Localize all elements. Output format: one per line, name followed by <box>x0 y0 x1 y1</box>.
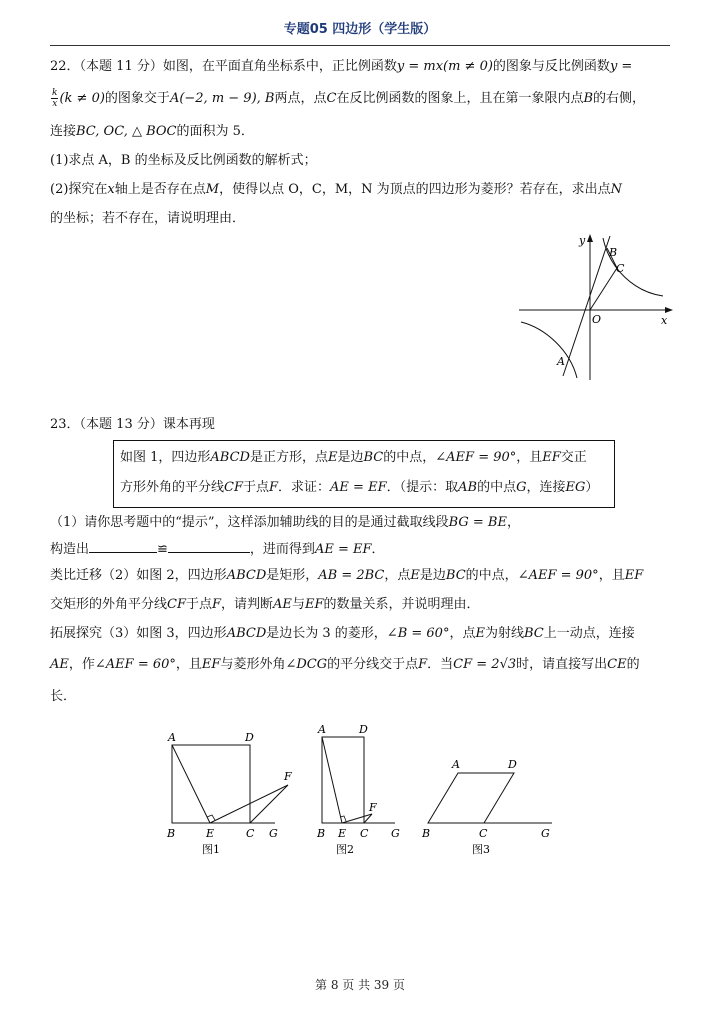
q23-math: ABCD <box>226 568 267 583</box>
fig1-segment-ef <box>210 785 288 823</box>
q23-text: 是边长为 3 的菱形， <box>266 626 387 641</box>
fig1-square <box>172 745 250 823</box>
fig2-label-d: D <box>359 723 368 736</box>
q22-part-1: (1)求点 A，B 的坐标及反比例函数的解析式； <box>50 153 317 168</box>
q22-math: B <box>583 91 594 106</box>
page-footer: 第 8 页 共 39 页 <box>315 978 405 992</box>
q23-text: ，进而得到 <box>249 542 315 557</box>
fig2-label-b: B <box>317 827 326 840</box>
q22-math: N <box>610 182 623 197</box>
q22-part-2 <box>50 181 670 199</box>
fig2-label-e: E <box>338 827 347 840</box>
q22-math: (k ≠ 0) <box>59 91 105 106</box>
q23-math: ∠AEF = 60° <box>94 657 176 672</box>
q23-math: E <box>475 626 485 641</box>
q23-sub-2 <box>50 567 670 585</box>
q23-math: EF <box>304 597 324 612</box>
q22-text: (2)探究在 <box>50 182 108 197</box>
answer-blank-1[interactable] <box>89 540 157 553</box>
box-math: CF <box>224 480 243 495</box>
box-text: ，且 <box>516 450 543 465</box>
q22-text: 的图象交于 <box>104 91 170 106</box>
box-text: ．求证： <box>278 480 331 495</box>
fig1-segment-ae <box>172 745 210 823</box>
q23-math: EF <box>624 568 644 583</box>
box-text: 的中点 <box>477 480 517 495</box>
box-math: EG <box>565 480 586 495</box>
q23-text: 的 <box>626 657 640 672</box>
frac-numerator: k <box>52 88 58 98</box>
q23-math: ∠AEF = 90° <box>517 568 599 583</box>
label-o: O <box>592 313 602 326</box>
q22-math: x <box>107 182 115 197</box>
q23-math: CF = 2√3 <box>453 657 517 672</box>
box-math: G <box>516 480 527 495</box>
q22-math: C <box>326 91 337 106</box>
q22-line-3 <box>50 123 670 141</box>
q23-text: ．当 <box>427 657 454 672</box>
fig2-label-c: C <box>360 827 369 840</box>
q23-text: 的平分线交于点 <box>327 657 419 672</box>
q22-text: 在反比例函数的图象上，且在第一象限内点 <box>336 91 584 106</box>
q23-text: 与菱形外角 <box>220 657 286 672</box>
fig2-label-g: G <box>391 827 400 840</box>
q23-title: 23．（本题 13 分）课本再现 <box>50 417 215 432</box>
q23-figures <box>150 715 570 860</box>
q23-text: ，作 <box>68 657 95 672</box>
header-rule <box>50 45 670 46</box>
fig1-label-b: B <box>167 827 176 840</box>
figure-2 <box>316 723 400 856</box>
q23-text: ，点 <box>449 626 476 641</box>
q23-text: 构造出 <box>50 542 90 557</box>
label-y: y <box>579 234 586 247</box>
q23-text: （1）请你思考题中的“提示”，这样添加辅助线的目的是通过截取线段 <box>50 515 449 530</box>
q22-math: BC, OC, △ BOC <box>76 124 177 139</box>
q23-math: E <box>410 568 420 583</box>
q22-coordinate-graph <box>515 230 685 385</box>
q23-textbook-box <box>113 440 615 508</box>
fig1-label-c: C <box>246 827 255 840</box>
q23-math: AE <box>273 597 292 612</box>
q23-math: EF <box>201 657 221 672</box>
fig2-rectangle <box>322 737 364 823</box>
label-x: x <box>661 314 668 327</box>
fig1-segment-cf <box>250 785 288 823</box>
box-math: F <box>269 480 279 495</box>
q23-text: 是边 <box>419 568 446 583</box>
fig1-label-f: F <box>284 770 292 783</box>
q23-text: 与 <box>291 597 305 612</box>
box-math: E <box>327 450 338 465</box>
q23-math: F <box>418 657 428 672</box>
q23-math: ∠B = 60° <box>386 626 450 641</box>
box-math: AE = EF <box>330 480 387 495</box>
q23-text: ，且 <box>598 568 625 583</box>
q22-part-2-cont: 的坐标；若不存在，请说明理由． <box>50 211 246 226</box>
q23-math: F <box>212 597 222 612</box>
q23-math: CF <box>167 597 186 612</box>
box-text: 于点 <box>242 480 269 495</box>
fig1-label-e: E <box>206 827 215 840</box>
box-math: BC <box>363 450 384 465</box>
q23-math: BC <box>445 568 466 583</box>
q23-text: 的中点， <box>465 568 518 583</box>
fig2-caption: 图2 <box>336 843 354 856</box>
fig1-label-d: D <box>245 731 254 744</box>
q23-text: ， <box>506 515 520 530</box>
q22-text: 的图象与反比例函数 <box>492 59 610 74</box>
q22-text: 的面积为 5． <box>176 124 254 139</box>
q23-math: ∠DCG <box>285 657 328 672</box>
congruent-symbol: ≌ <box>157 542 168 557</box>
box-text: 是边 <box>337 450 364 465</box>
fig3-label-d: D <box>508 758 517 771</box>
q22-math: y = mx(m ≠ 0) <box>396 59 493 74</box>
fig2-label-a: A <box>318 723 326 736</box>
q22-line-1 <box>50 58 670 76</box>
box-text: 是正方形，点 <box>249 450 328 465</box>
q23-math: BG = BE <box>448 515 507 530</box>
box-math: ∠AEF = 90° <box>435 450 517 465</box>
label-a: A <box>557 355 565 368</box>
q23-math: CE <box>607 657 627 672</box>
fig1-label-g: G <box>269 827 278 840</box>
q23-text: ，点 <box>384 568 411 583</box>
box-text: 方形外角的平分线 <box>120 480 225 495</box>
q23-text: 是矩形， <box>266 568 319 583</box>
box-math: AB <box>458 480 478 495</box>
x-axis-arrow <box>665 307 673 313</box>
q23-math: AE = EF <box>314 542 372 557</box>
q22-text: 两点，点 <box>274 91 327 106</box>
q22-text: 22．（本题 11 分）如图，在平面直角坐标系中，正比例函数 <box>50 59 397 74</box>
box-line-1 <box>120 449 610 467</box>
fig1-caption: 图1 <box>202 843 220 856</box>
hyperbola-branch-q3 <box>521 322 577 378</box>
frac-denominator: x <box>52 99 58 109</box>
fig2-label-f: F <box>369 801 377 814</box>
q23-math: ABCD <box>226 626 267 641</box>
box-text: ） <box>585 480 599 495</box>
q22-math: A(−2, m − 9), B <box>169 91 275 106</box>
figure-3 <box>421 758 552 856</box>
label-c: C <box>616 262 625 275</box>
q23-math: AE <box>50 657 69 672</box>
q23-text: 为射线 <box>484 626 524 641</box>
fig1-label-a: A <box>168 731 176 744</box>
q23-math: BC <box>523 626 544 641</box>
box-text: 如图 1，四边形 <box>120 450 211 465</box>
q23-text: 拓展探究（3）如图 3，四边形 <box>50 626 227 641</box>
page-header-title: 专题05 四边形（学生版） <box>283 22 437 37</box>
q22-line-2 <box>50 88 670 109</box>
q23-sub-3-end: 长． <box>50 689 77 704</box>
q22-text: 连接 <box>50 124 77 139</box>
q22-math: y = <box>609 59 633 74</box>
q22-math: M <box>205 182 220 197</box>
q22-text: 轴上是否存在点 <box>114 182 206 197</box>
q23-text: ． <box>371 542 385 557</box>
q23-text: ，请判断 <box>221 597 274 612</box>
figure-1 <box>166 731 292 856</box>
fig3-rhombus <box>428 773 514 823</box>
q23-text: 于点 <box>185 597 212 612</box>
fig3-label-c: C <box>479 827 488 840</box>
box-text: 交正 <box>560 450 587 465</box>
fig3-label-g: G <box>541 827 550 840</box>
box-line-2 <box>120 479 610 497</box>
box-text: ．（提示：取 <box>386 480 459 495</box>
y-axis-arrow <box>587 234 593 242</box>
answer-blank-2[interactable] <box>168 540 250 553</box>
q23-math: AB = 2BC <box>318 568 385 583</box>
fig3-label-b: B <box>422 827 431 840</box>
q23-text: 类比迁移（2）如图 2，四边形 <box>50 568 227 583</box>
fig2-segment-ae <box>322 737 342 823</box>
q23-sub-3 <box>50 625 670 643</box>
q23-text: 上一动点，连接 <box>543 626 635 641</box>
q23-sub-1 <box>50 514 670 532</box>
box-math: EF <box>542 450 561 465</box>
fig3-caption: 图3 <box>472 843 490 856</box>
q22-text: 的右侧， <box>593 91 646 106</box>
box-text: 的中点， <box>383 450 436 465</box>
q23-sub-1-cont <box>50 540 670 559</box>
q23-sub-3-cont <box>50 656 670 674</box>
box-math: ABCD <box>210 450 250 465</box>
box-text: ，连接 <box>526 480 566 495</box>
q23-text: 交矩形的外角平分线 <box>50 597 168 612</box>
q22-text: ，使得以点 O，C，M，N 为顶点的四边形为菱形？若存在，求出点 <box>219 182 611 197</box>
line-y-mx <box>563 236 610 376</box>
q23-text: 时，请直接写出 <box>516 657 608 672</box>
q23-sub-2-cont <box>50 596 670 614</box>
label-b: B <box>609 246 618 259</box>
fig3-label-a: A <box>452 758 460 771</box>
fraction-k-over-x <box>51 88 58 109</box>
q23-text: 的数量关系，并说明理由． <box>323 597 480 612</box>
q23-text: ，且 <box>175 657 202 672</box>
segment-oc <box>590 268 617 310</box>
